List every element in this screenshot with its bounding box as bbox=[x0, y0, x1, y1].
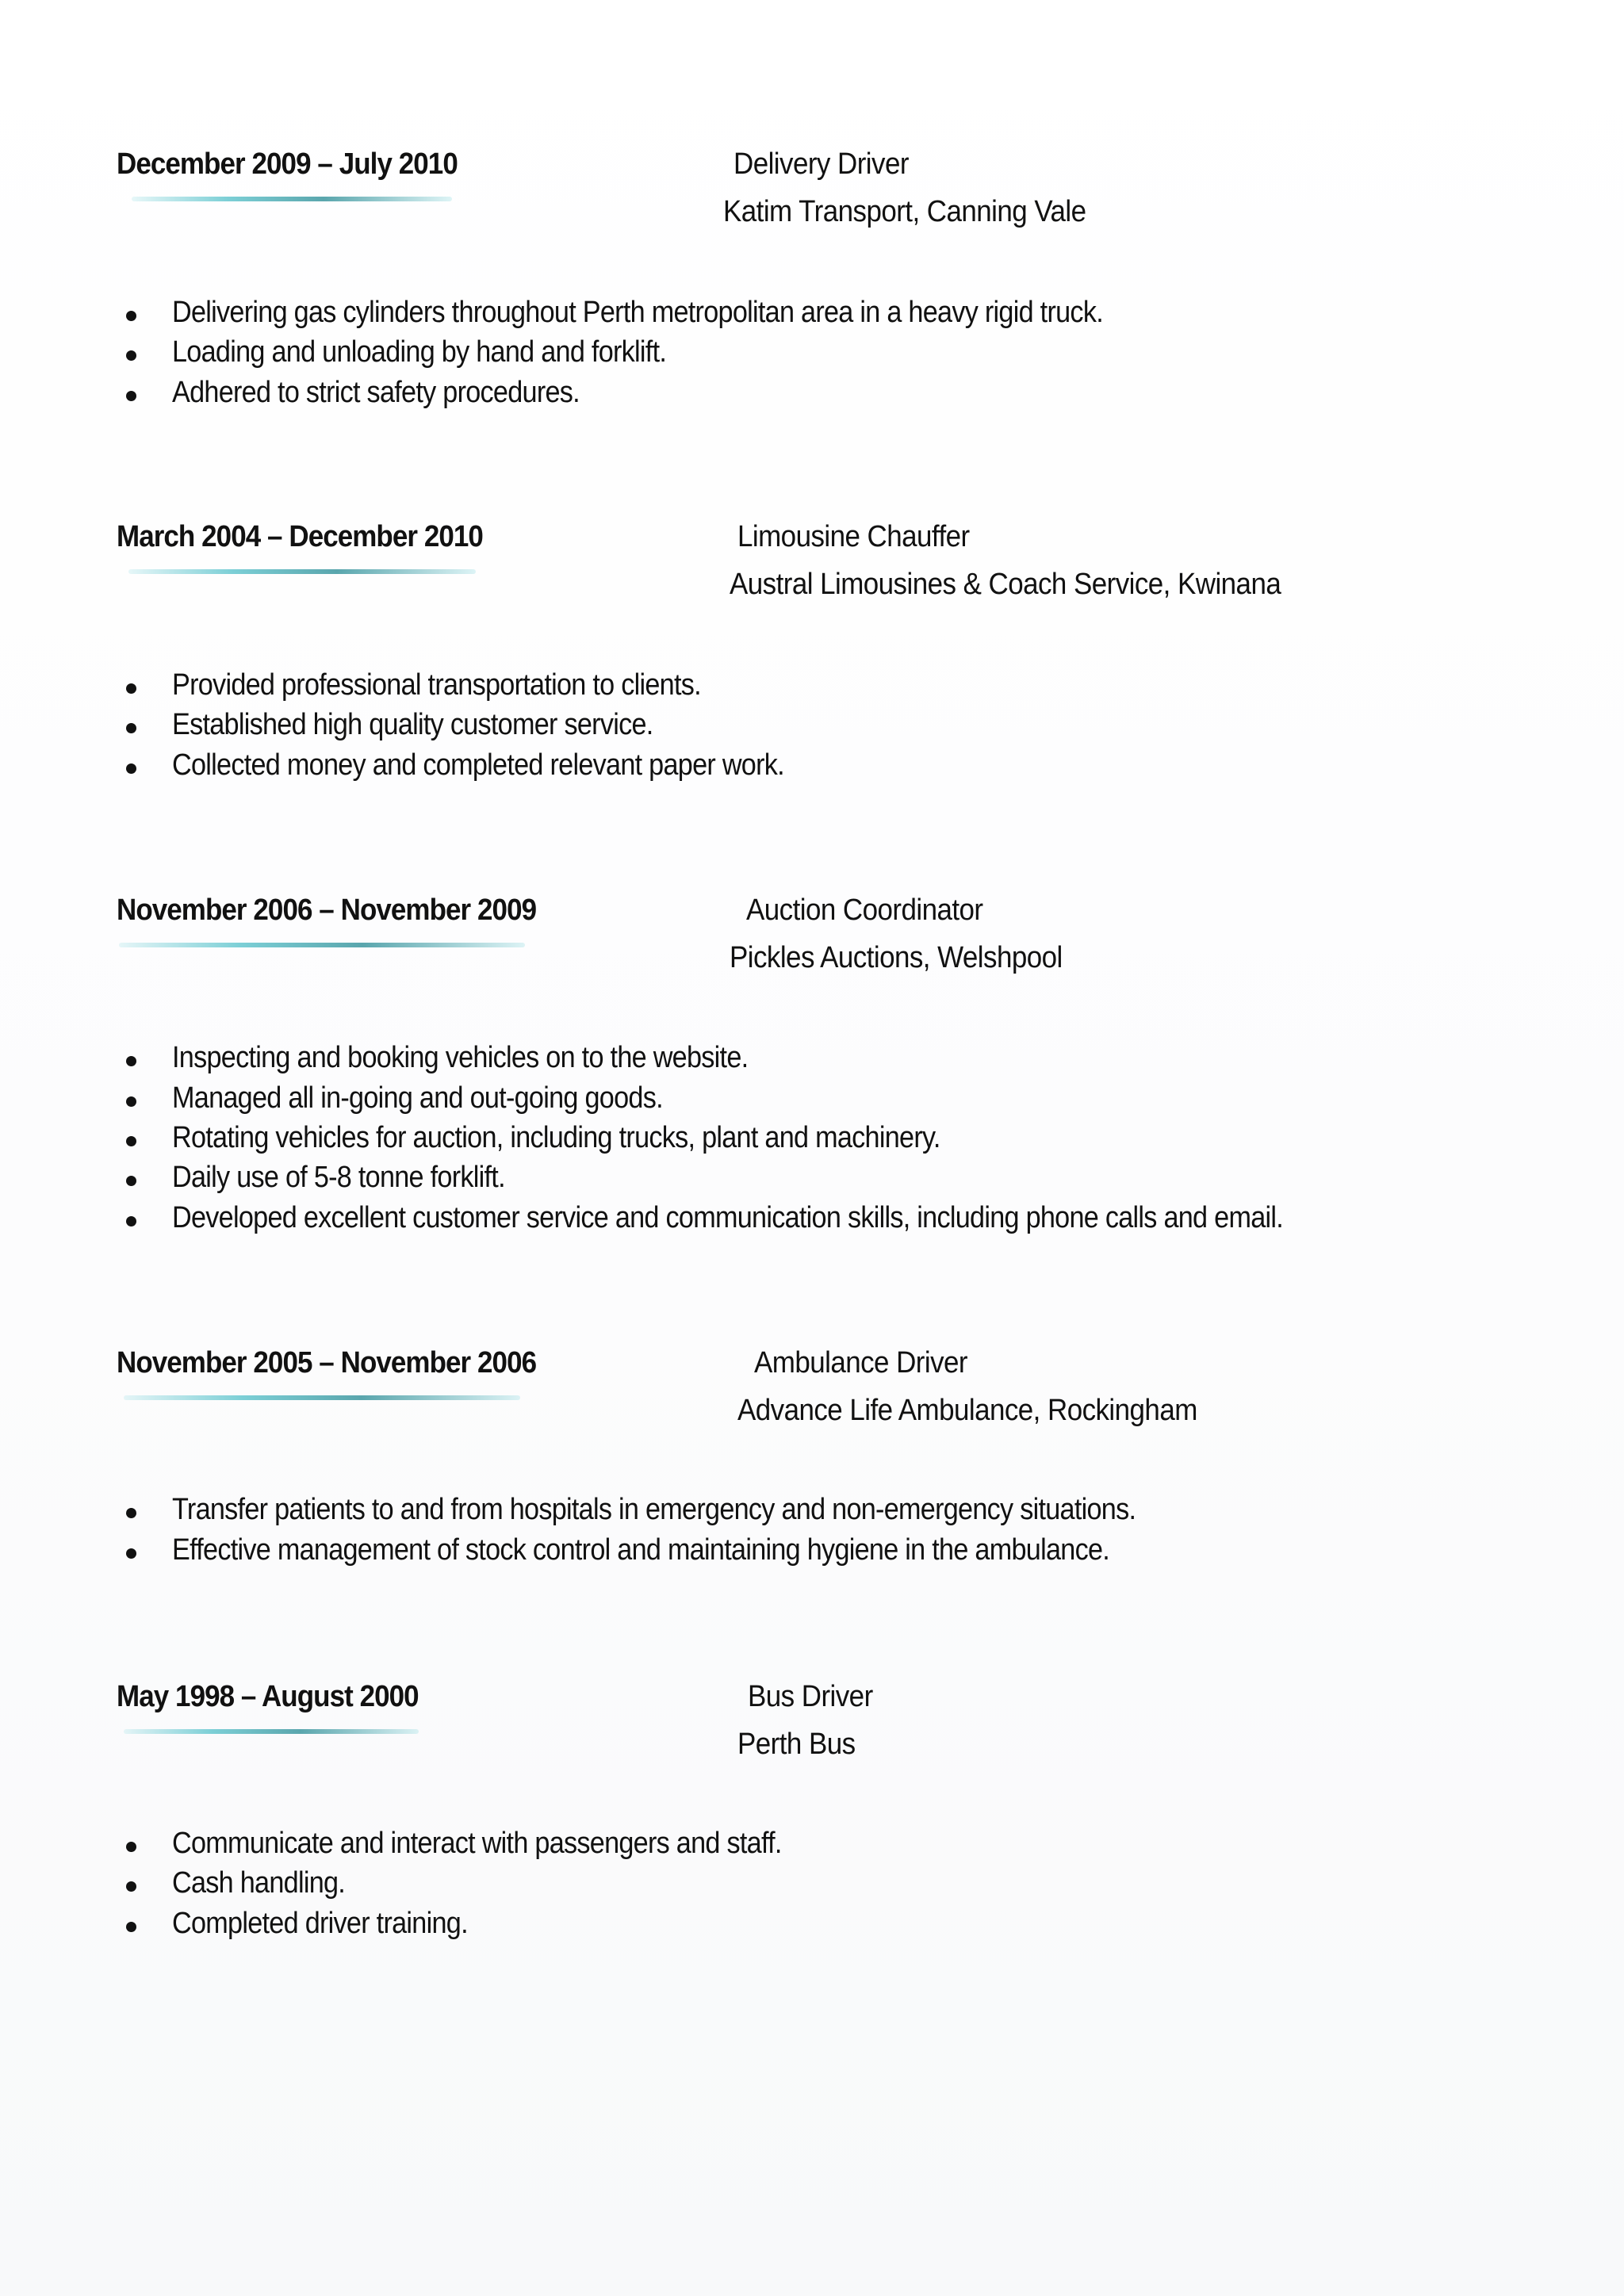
employer-name: Perth Bus bbox=[737, 1728, 856, 1761]
period-underline bbox=[124, 1395, 520, 1400]
job-title: Limousine Chauffer bbox=[737, 520, 970, 553]
bullet-icon bbox=[126, 1842, 136, 1852]
employment-period: December 2009 – July 2010 bbox=[117, 147, 458, 181]
job-title: Delivery Driver bbox=[733, 147, 909, 181]
job-title: Bus Driver bbox=[748, 1680, 873, 1713]
list-item bbox=[0, 1866, 1624, 1906]
period-underline bbox=[119, 943, 525, 947]
employer-name: Advance Life Ambulance, Rockingham bbox=[737, 1394, 1197, 1427]
list-item bbox=[0, 296, 1624, 335]
list-item bbox=[0, 1081, 1624, 1121]
list-item-text: Established high quality customer service. bbox=[172, 708, 653, 741]
list-item bbox=[0, 1533, 1624, 1573]
list-item-text: Provided professional transportation to clients. bbox=[172, 668, 701, 702]
period-underline bbox=[124, 1729, 419, 1734]
list-item-text: Daily use of 5-8 tonne forklift. bbox=[172, 1161, 505, 1194]
list-item-text: Loading and unloading by hand and forklift. bbox=[172, 335, 667, 369]
employment-period: March 2004 – December 2010 bbox=[117, 520, 483, 553]
job-title: Auction Coordinator bbox=[746, 894, 983, 927]
list-item-text: Transfer patients to and from hospitals in emergency and non-emergency situations. bbox=[172, 1493, 1136, 1526]
list-item-text: Completed driver training. bbox=[172, 1907, 468, 1940]
bullet-icon bbox=[126, 1176, 136, 1186]
list-item-text: Developed excellent customer service and communication skills, including phone calls and email. bbox=[172, 1201, 1284, 1234]
employment-period: May 1998 – August 2000 bbox=[117, 1680, 419, 1713]
bullet-icon bbox=[126, 1922, 136, 1932]
bullet-icon bbox=[126, 723, 136, 733]
employer-name: Pickles Auctions, Welshpool bbox=[730, 941, 1063, 974]
bullet-icon bbox=[126, 763, 136, 774]
list-item bbox=[0, 376, 1624, 415]
list-item bbox=[0, 1121, 1624, 1161]
bullet-icon bbox=[126, 1508, 136, 1518]
bullet-icon bbox=[126, 1548, 136, 1559]
employer-name: Austral Limousines & Coach Service, Kwinana bbox=[730, 568, 1281, 601]
list-item bbox=[0, 1907, 1624, 1946]
bullet-icon bbox=[126, 1096, 136, 1107]
bullet-icon bbox=[126, 683, 136, 694]
list-item-text: Adhered to strict safety procedures. bbox=[172, 376, 580, 409]
list-item-text: Cash handling. bbox=[172, 1866, 346, 1900]
bullet-icon bbox=[126, 350, 136, 361]
list-item bbox=[0, 668, 1624, 708]
bullet-icon bbox=[126, 311, 136, 321]
list-item bbox=[0, 748, 1624, 788]
list-item bbox=[0, 1041, 1624, 1081]
bullet-icon bbox=[126, 1881, 136, 1892]
bullet-icon bbox=[126, 391, 136, 401]
list-item-text: Communicate and interact with passengers and staff. bbox=[172, 1827, 782, 1860]
bullet-icon bbox=[126, 1216, 136, 1226]
list-item-text: Delivering gas cylinders throughout Perth metropolitan area in a heavy rigid truck. bbox=[172, 296, 1103, 329]
list-item-text: Rotating vehicles for auction, including trucks, plant and machinery. bbox=[172, 1121, 940, 1154]
bullet-icon bbox=[126, 1056, 136, 1066]
list-item-text: Effective management of stock control and maintaining hygiene in the ambulance. bbox=[172, 1533, 1110, 1567]
employment-period: November 2006 – November 2009 bbox=[117, 894, 537, 927]
list-item bbox=[0, 335, 1624, 375]
employment-period: November 2005 – November 2006 bbox=[117, 1346, 537, 1380]
period-underline bbox=[132, 197, 452, 201]
list-item bbox=[0, 708, 1624, 748]
job-title: Ambulance Driver bbox=[754, 1346, 968, 1380]
employer-name: Katim Transport, Canning Vale bbox=[723, 195, 1086, 228]
list-item-text: Inspecting and booking vehicles on to the website. bbox=[172, 1041, 749, 1074]
list-item bbox=[0, 1201, 1624, 1241]
list-item bbox=[0, 1493, 1624, 1533]
list-item bbox=[0, 1827, 1624, 1866]
period-underline bbox=[128, 569, 476, 574]
bullet-icon bbox=[126, 1136, 136, 1146]
list-item-text: Collected money and completed relevant paper work. bbox=[172, 748, 784, 782]
list-item-text: Managed all in-going and out-going goods. bbox=[172, 1081, 663, 1115]
list-item bbox=[0, 1161, 1624, 1200]
